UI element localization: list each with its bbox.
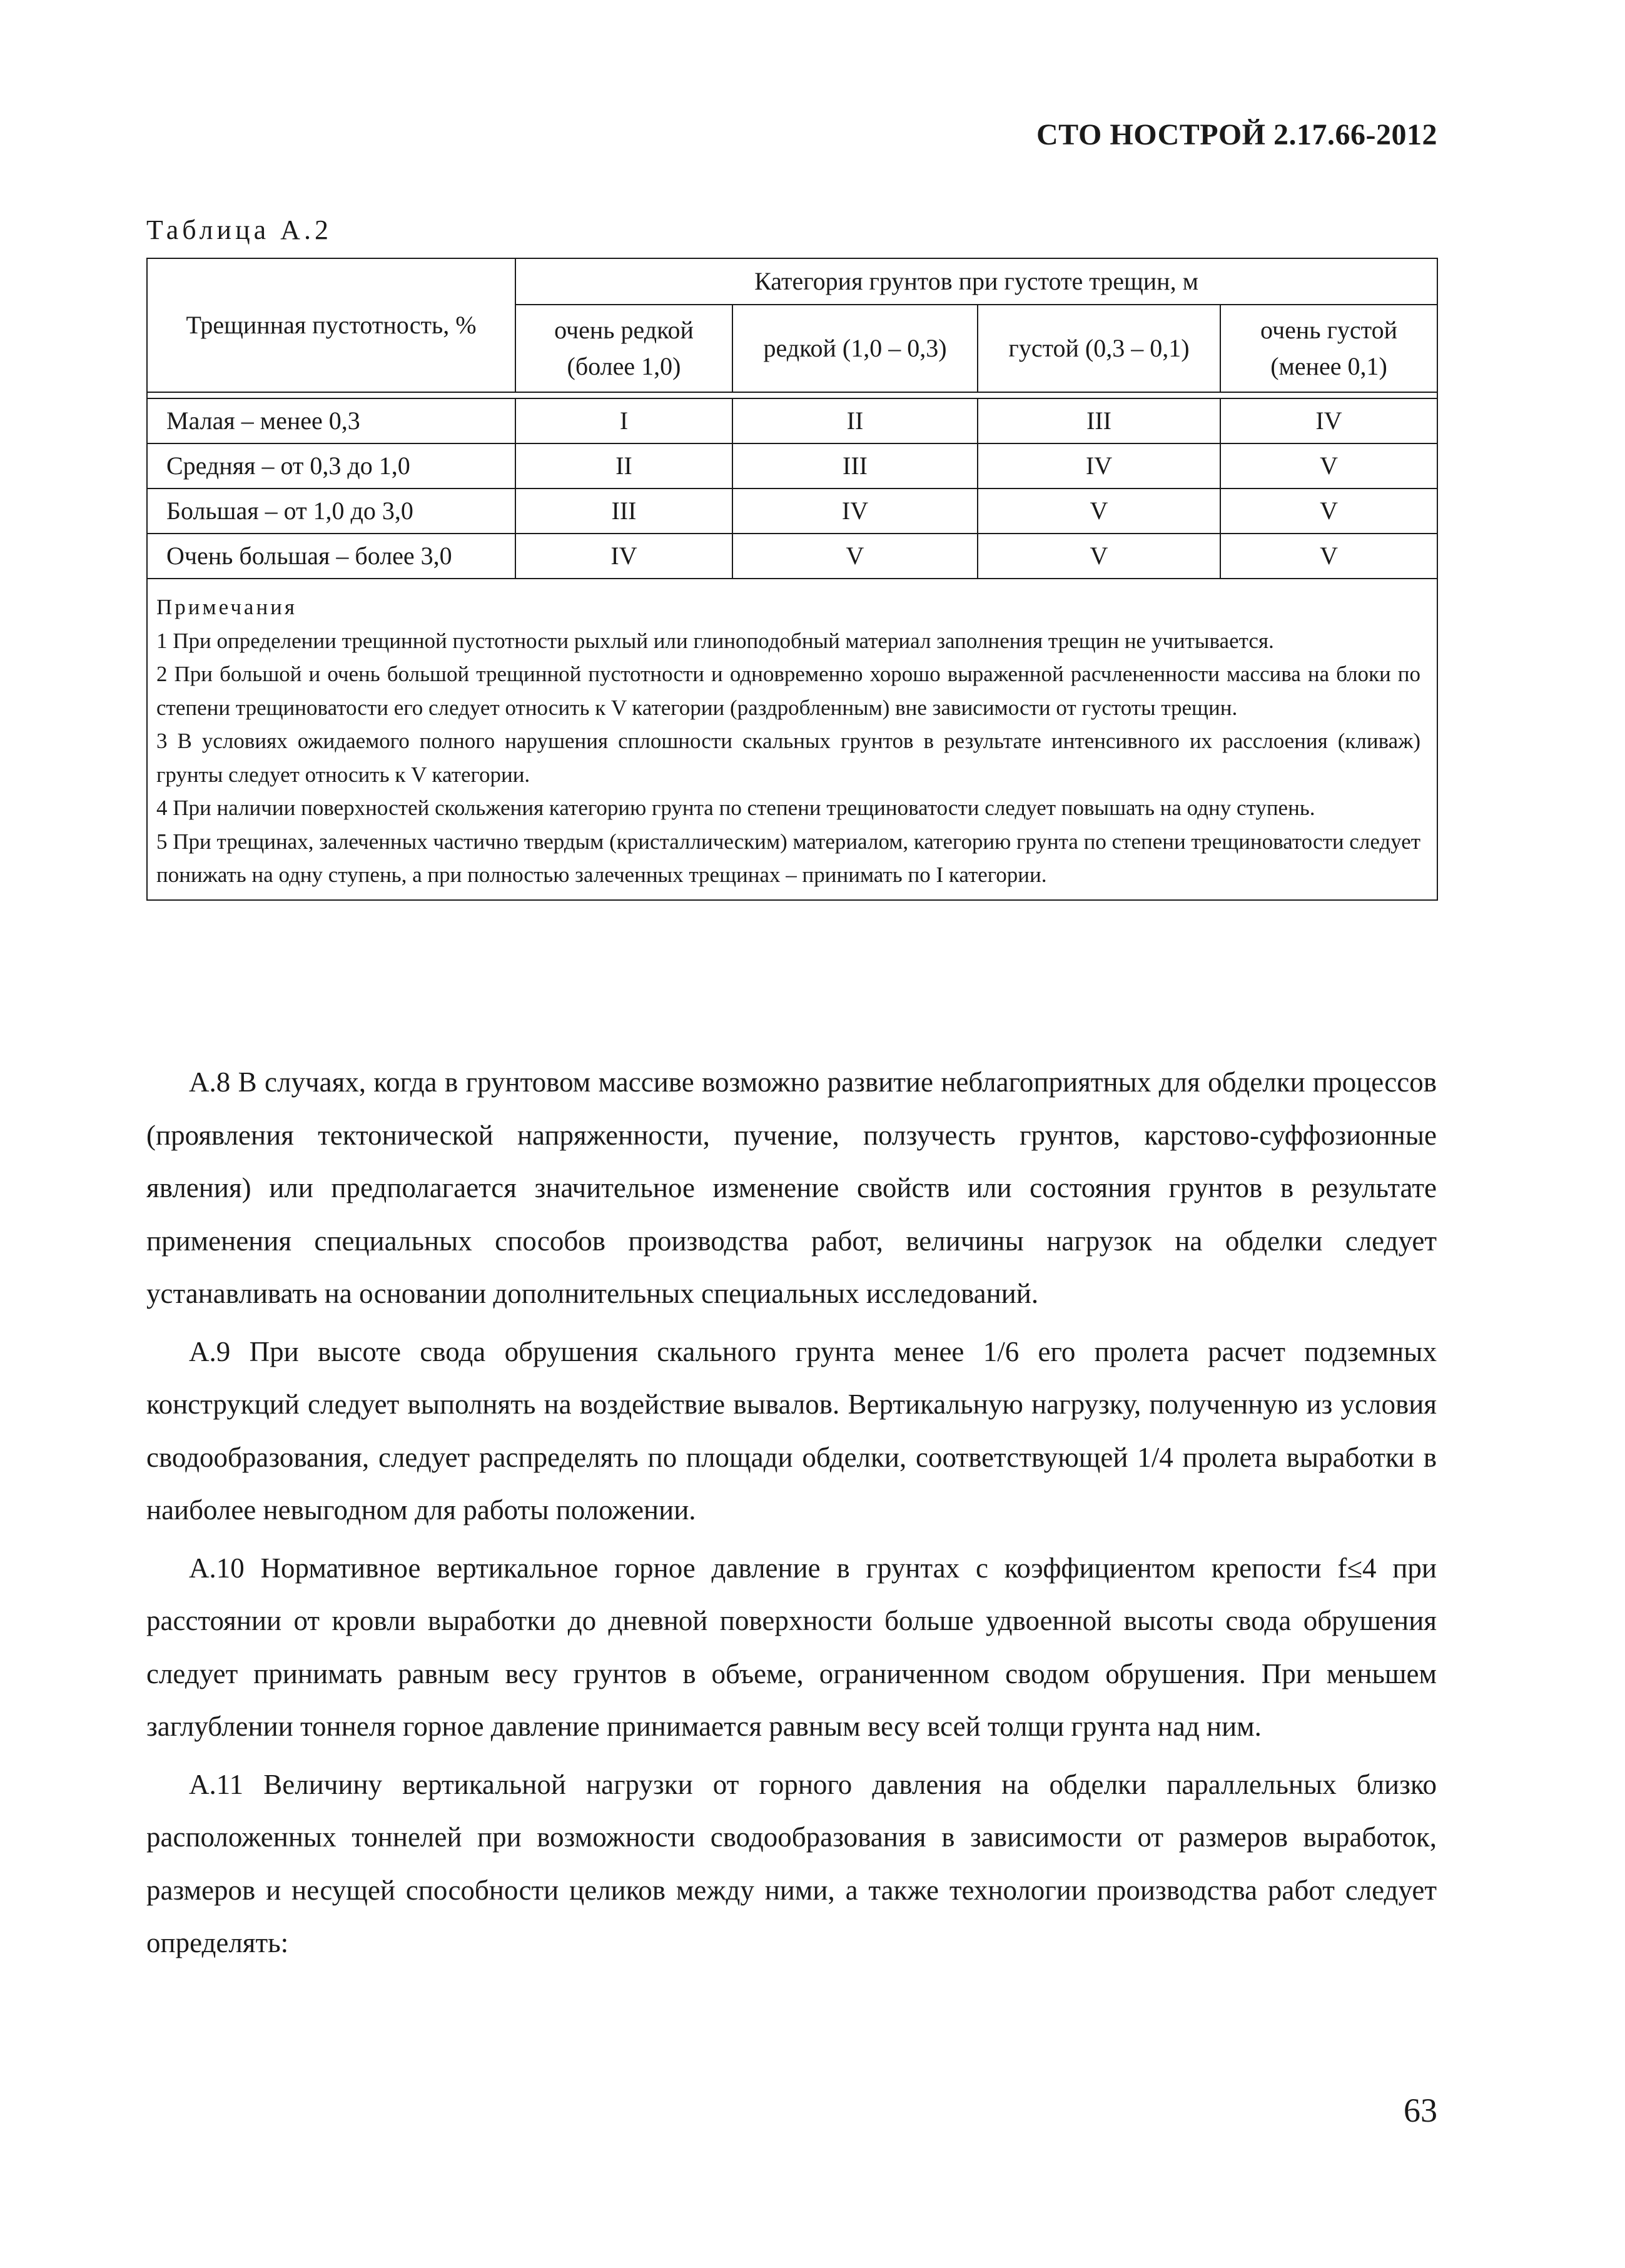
- table-cell: I: [515, 398, 732, 443]
- column-header: густой (0,3 – 0,1): [978, 305, 1220, 392]
- table-cell: V: [978, 489, 1220, 534]
- note-item: 1 При определении трещинной пустотности рыхлый или глиноподобный материал заполнения трещин не учитывается.: [156, 628, 1274, 653]
- row-label: Средняя – от 0,3 до 1,0: [147, 443, 515, 489]
- table-cell: V: [1220, 489, 1437, 534]
- column-header: редкой (1,0 – 0,3): [732, 305, 978, 392]
- table-cell: IV: [978, 443, 1220, 489]
- table-cell: II: [732, 398, 978, 443]
- row-label: Малая – менее 0,3: [147, 398, 515, 443]
- row-label: Большая – от 1,0 до 3,0: [147, 489, 515, 534]
- column-header: очень густой (менее 0,1): [1220, 305, 1437, 392]
- table-cell: II: [515, 443, 732, 489]
- table-cell: V: [978, 534, 1220, 579]
- paragraph-a9: А.9 При высоте свода обрушения скального грунта менее 1/6 его пролета расчет подземных конструкций следует выполнять на воздействие вывалов. Вертикальную нагрузку, полученную из условия сводообразования, следует распределять по площади обделки, соответствующей 1/4 пролета выработки в наиболее невыгодном для работы положении.: [146, 1335, 1437, 1526]
- table-cell: V: [1220, 443, 1437, 489]
- paragraph-a8: А.8 В случаях, когда в грунтовом массиве возможно развитие неблагоприятных для обделки процессов (проявления тектонической напряженности, пучение, ползучесть грунтов, карстово-суффозионные явления) или предполагается значительное изменение свойств или состояния грунтов в результате применения специальных способов производства работ, величины нагрузок на обделки следует устанавливать на основании дополнительных специальных исследований.: [146, 1066, 1437, 1309]
- table-cell: V: [732, 534, 978, 579]
- table-cell: IV: [515, 534, 732, 579]
- note-item: 2 При большой и очень большой трещинной пустотности и одновременно хорошо выраженной расчлененности массива на блоки по степени трещиноватости его следует относить к V категории (раздробленным) вне зависимости от густоты трещин.: [156, 662, 1421, 720]
- table-cell: III: [978, 398, 1220, 443]
- table-notes: [147, 579, 1437, 900]
- notes-title: Примечания: [156, 595, 298, 619]
- table-caption: Таблица А.2: [146, 215, 332, 245]
- table-cell: V: [1220, 534, 1437, 579]
- row-header-cell: Трещинная пустотность, %: [147, 258, 515, 392]
- column-header: очень редкой (более 1,0): [515, 305, 732, 392]
- table-cell: IV: [1220, 398, 1437, 443]
- table-cell: IV: [732, 489, 978, 534]
- table-row: [147, 489, 1437, 534]
- group-header-cell: Категория грунтов при густоте трещин, м: [515, 258, 1437, 305]
- body-text: [146, 1056, 1437, 1975]
- row-label: Очень большая – более 3,0: [147, 534, 515, 579]
- table-separator: [147, 392, 1437, 398]
- paragraph-a11: А.11 Величину вертикальной нагрузки от горного давления на обделки параллельных близко расположенных тоннелей при возможности сводообразования в зависимости от размеров выработок, размеров и несущей способности целиков между ними, а также технологии производства работ следует определять:: [146, 1768, 1437, 1958]
- note-item: 3 В условиях ожидаемого полного нарушения сплошности скальных грунтов в результате интенсивного их расслоения (кливаж) грунты следует относить к V категории.: [156, 729, 1421, 787]
- paragraph-a10: А.10 Нормативное вертикальное горное давление в грунтах с коэффициентом крепости f≤4 при расстоянии от кровли выработки до дневной поверхности больше удвоенной высоты свода обрушения следует принимать равным весу грунтов в объеме, ограниченном сводом обрушения. При меньшем заглублении тоннеля горное давление принимается равным весу всей толщи грунта над ним.: [146, 1552, 1437, 1742]
- fracture-category-table: [146, 258, 1438, 901]
- page-number: 63: [1404, 2092, 1437, 2129]
- table-row: [147, 443, 1437, 489]
- document-code: СТО НОСТРОЙ 2.17.66-2012: [1036, 118, 1437, 151]
- note-item: 5 При трещинах, залеченных частично твердым (кристаллическим) материалом, категорию грунта по степени трещиноватости следует понижать на одну ступень, а при полностью залеченных трещинах – принимать по I категории.: [156, 829, 1421, 887]
- note-item: 4 При наличии поверхностей скольжения категорию грунта по степени трещиноватости следует повышать на одну ступень.: [156, 796, 1315, 820]
- table-row: [147, 534, 1437, 579]
- table-row: [147, 398, 1437, 443]
- table-cell: III: [732, 443, 978, 489]
- table-cell: III: [515, 489, 732, 534]
